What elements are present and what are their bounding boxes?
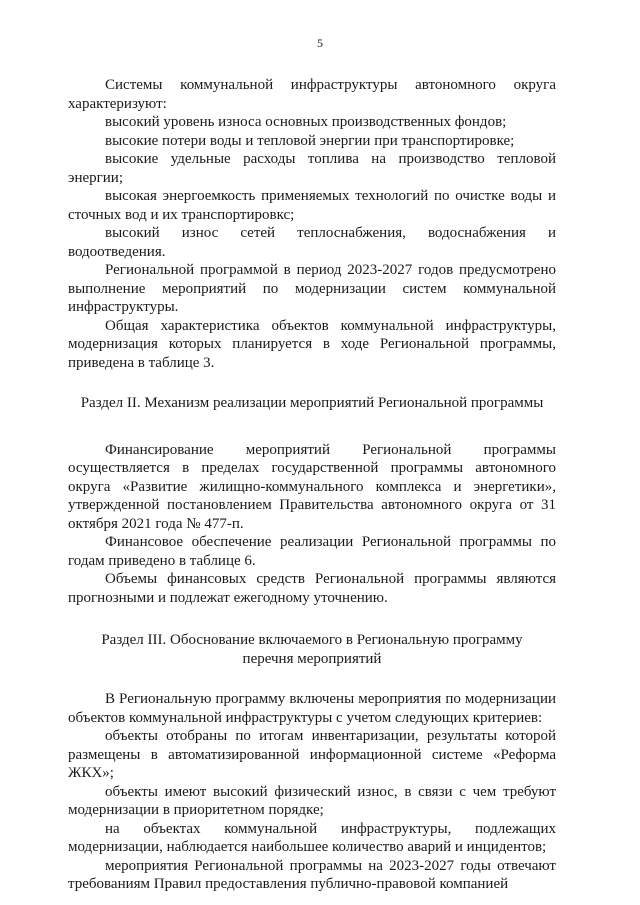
section-3 (68, 690, 556, 894)
paragraph: высокие потери воды и тепловой энергии при транспортировке; (105, 132, 515, 149)
section-3-heading-line-1: Раздел III. Обоснование включаемого в Региональную программу (101, 632, 523, 648)
paragraph: Общая характеристика объектов коммунальной инфраструктуры, модернизация которых планируется в ходе Региональной программы, приведена в таблице 3. (68, 317, 556, 371)
paragraph: высокие удельные расходы топлива на производство тепловой энергии; (68, 151, 556, 186)
section-2 (68, 441, 556, 608)
paragraph: Системы коммунальной инфраструктуры автономного округа характеризуют: (68, 77, 556, 112)
paragraph: высокий износ сетей теплоснабжения, водоснабжения и водоотведения. (68, 225, 556, 260)
paragraph: объекты имеют высокий физический износ, в связи с чем требуют модернизации в приоритетном порядке; (68, 783, 556, 818)
paragraph: Объемы финансовых средств Региональной программы являются прогнозными и подлежат ежегодному уточнению. (68, 571, 556, 606)
paragraph: мероприятия Региональной программы на 2023-2027 годы отвечают требованиям Правил предоставления публично-правовой компанией (68, 857, 556, 892)
paragraph: объекты отобраны по итогам инвентаризации, результаты которой размещены в автоматизированной информационной системе «Реформа ЖКХ»; (68, 728, 556, 781)
paragraph: высокий уровень износа основных производственных фондов; (105, 114, 507, 130)
paragraph: В Региональную программу включены мероприятия по модернизации объектов коммунальной инфраструктуры с учетом следующих критериев: (68, 691, 556, 726)
section-3-heading-line-2: перечня мероприятий (242, 650, 382, 667)
section-2-heading: Раздел II. Механизм реализации мероприятий Региональной программы (80, 395, 544, 411)
paragraph: Региональной программой в период 2023-2027 годов предусмотрено выполнение мероприятий по модернизации систем коммунальной инфраструктуры. (68, 262, 556, 315)
page-number: 5 (317, 36, 323, 50)
paragraph: на объектах коммунальной инфраструктуры, подлежащих модернизации, наблюдается наибольшее количество аварий и инцидентов; (68, 820, 556, 855)
paragraph: Финансирование мероприятий Региональной программы осуществляется в пределах государственной программы автономного округа «Развитие жилищно-коммунального комплекса и энергетики», утвержденной постановлением Правительства автономного округа от 31 октября 2021 года № 477-п. (68, 441, 556, 532)
paragraph: высокая энергоемкость применяемых технологий по очистке воды и сточных вод и их транспортировкс; (68, 188, 556, 223)
document-body (68, 76, 556, 894)
section-3-heading (68, 631, 556, 668)
section-1 (68, 76, 556, 372)
paragraph: Финансовое обеспечение реализации Региональной программы по годам приведено в таблице 6. (68, 534, 556, 569)
